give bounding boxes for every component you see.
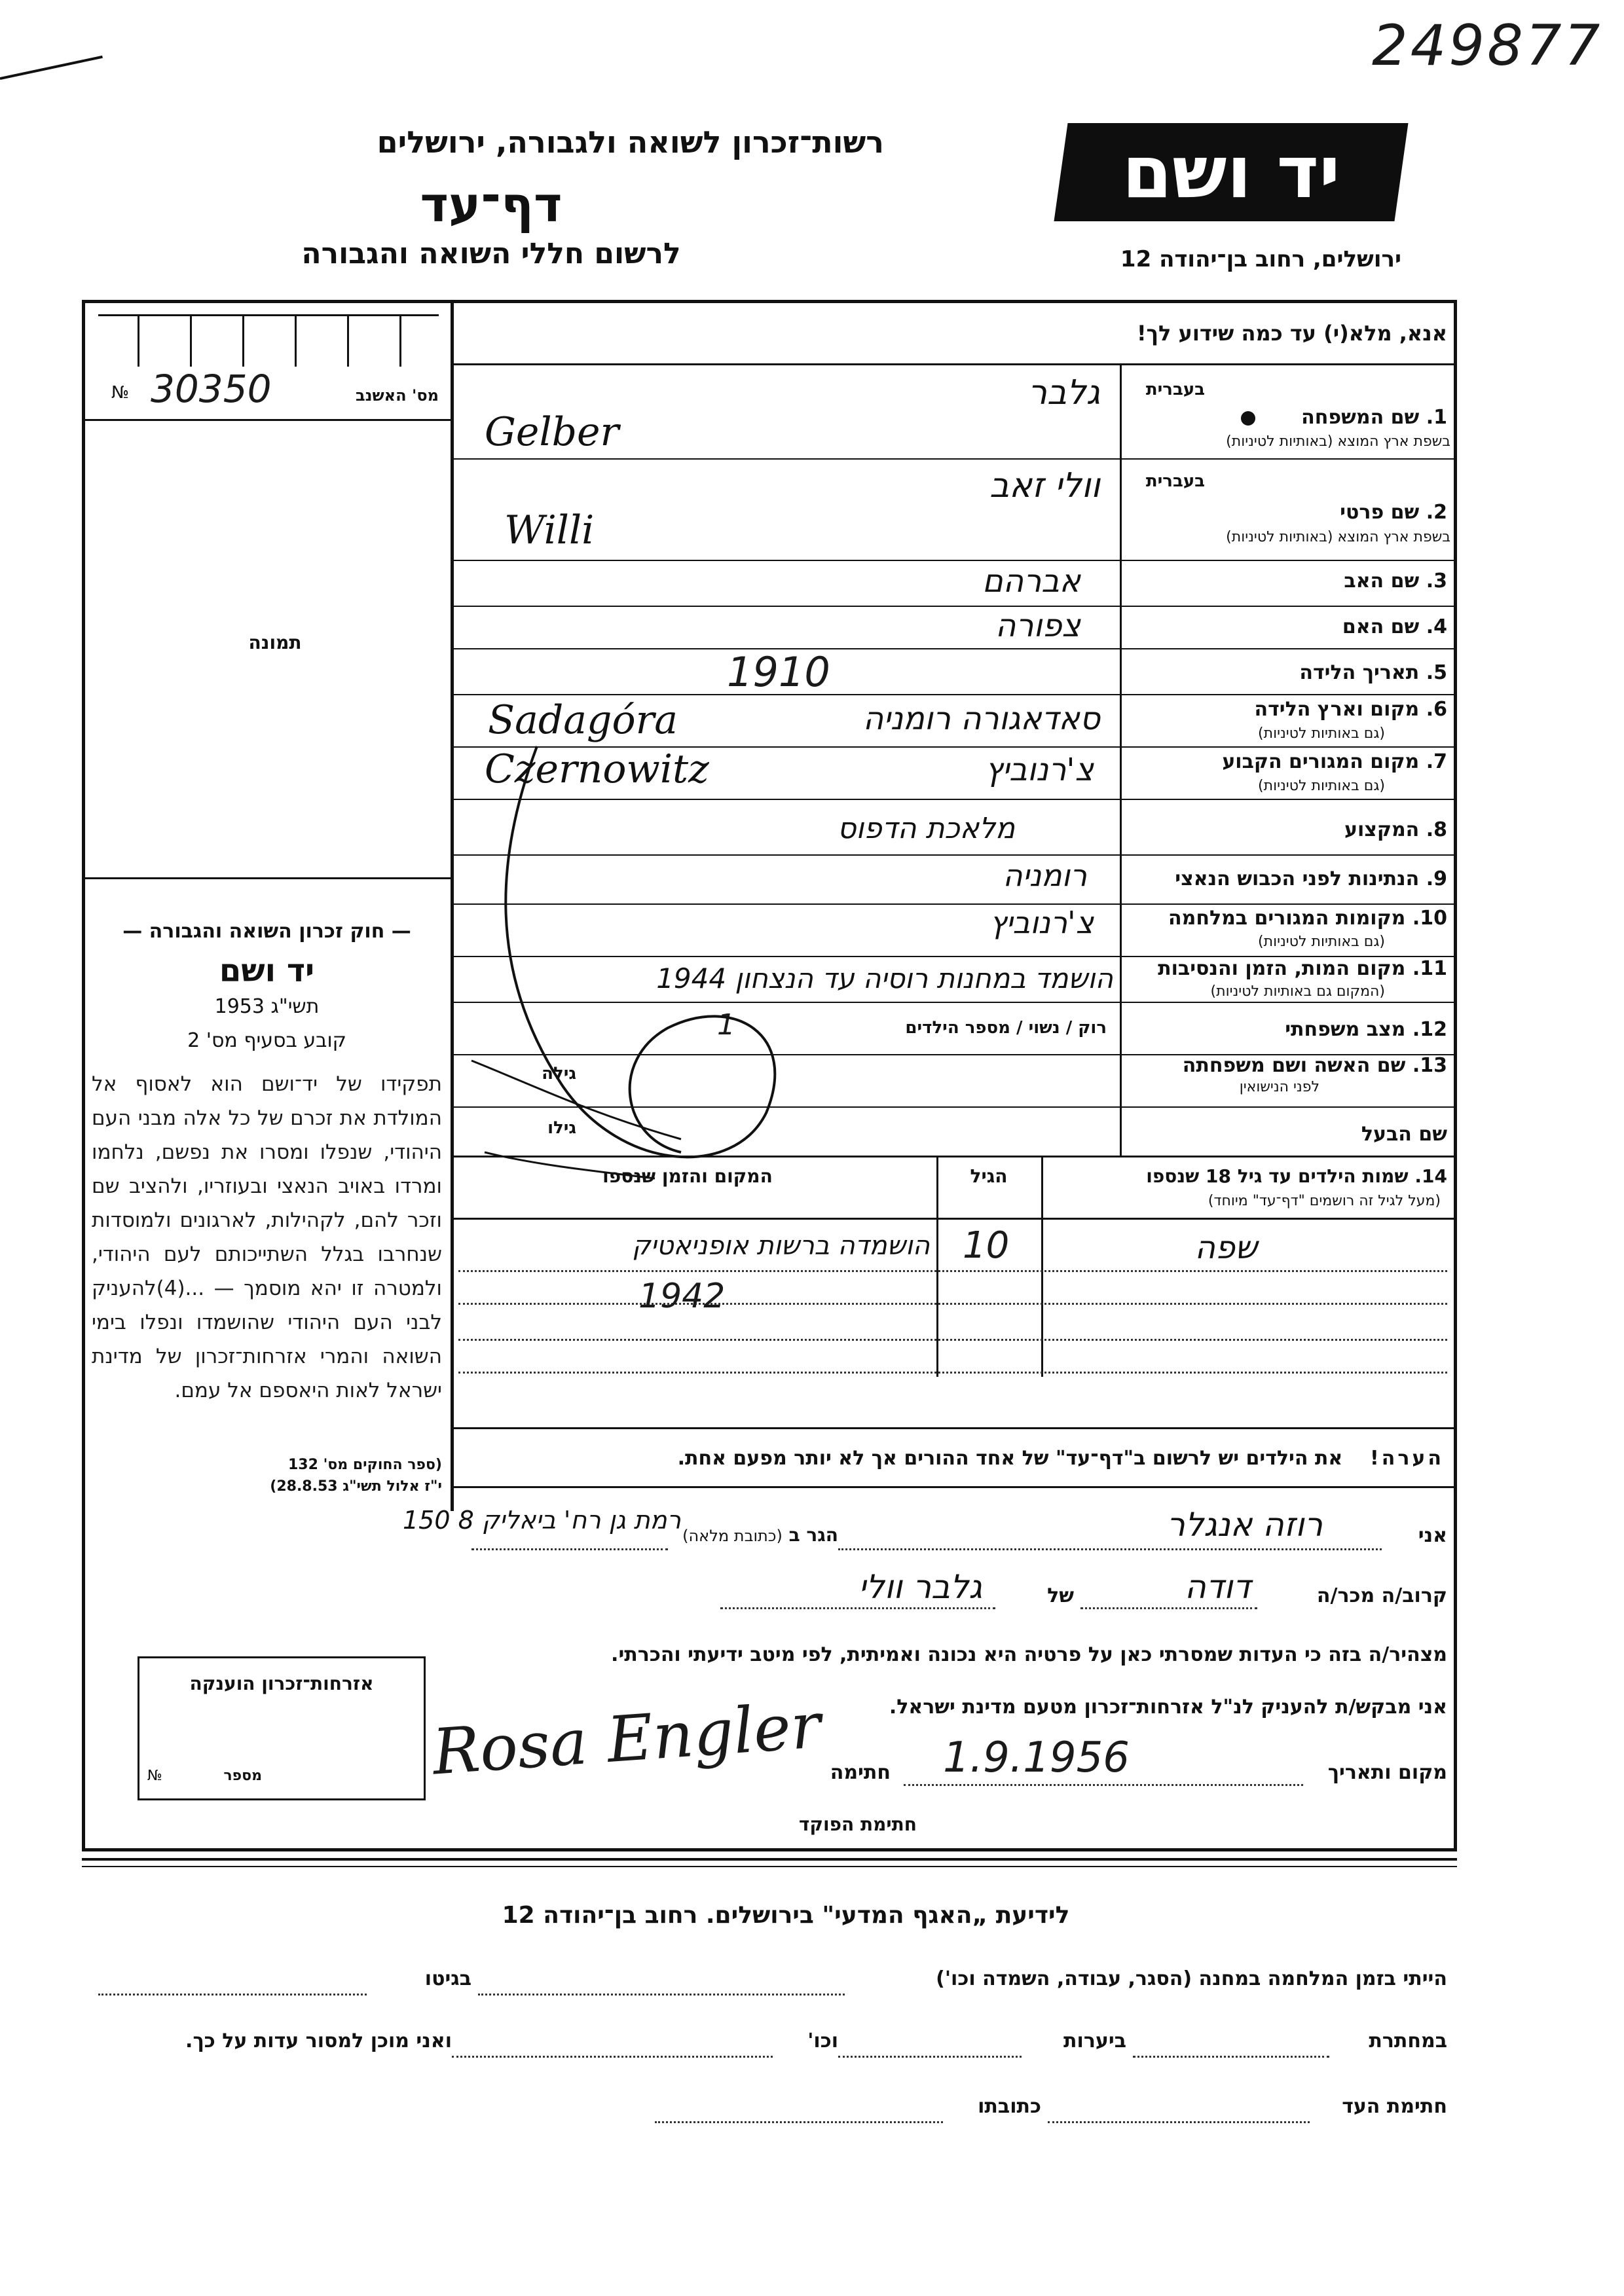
label-column-divider	[1120, 363, 1122, 1156]
field-8-label: 8. המקצוע	[1344, 818, 1447, 841]
signature-label: חתימה	[830, 1761, 891, 1784]
field-5-value: 1910	[727, 648, 830, 696]
field-5-label: 5. תאריך הלידה	[1299, 661, 1447, 684]
citizenship-box-title: אזרחות־זכרון הוענקה	[189, 1673, 374, 1694]
child-1-year: 1942	[638, 1277, 726, 1316]
field-1-heb-hint: בעברית	[1145, 380, 1205, 399]
children-label: 14. שמות הילדים עד גיל 18 שנספו	[1146, 1165, 1447, 1187]
field-13-sub: לפני הנישואין	[1239, 1079, 1320, 1095]
field-4-value: צפורה	[995, 608, 1080, 644]
children-sub: (מעל לגיל זה רושמים "דף־עד" מיוחד)	[1208, 1193, 1441, 1209]
law-ref2: י"ז אלול תשי"ג 28.8.53)	[270, 1478, 442, 1495]
law-name: יד ושם	[219, 953, 315, 989]
relation-of: גלבר וולי	[858, 1568, 982, 1606]
law-year-line	[88, 995, 445, 1018]
declaration: מצהיר/ה בזה כי העדות שמסרתי כאן על פרטיה היא נכונה ואמיתית, לפי מיטב ידיעתי והכרתי.	[611, 1643, 1447, 1666]
archive-number: 249877	[1372, 13, 1603, 79]
field-9-label: 9. הנתינות לפני הכבוש הנאצי	[1175, 867, 1447, 890]
child-1-place: הושמדה ברשות אופניאטיק	[632, 1231, 930, 1261]
date-value: 1.9.1956	[943, 1734, 1130, 1782]
field-11-value: הושמד במחנות רוסיה עד הנצחון 1944	[656, 962, 1113, 994]
relation-value: דודה	[1185, 1568, 1251, 1606]
law-year: 1953	[214, 995, 265, 1018]
children-age-header: הגיל	[970, 1165, 1008, 1187]
law-section: קובע בסעיף מס' 2	[187, 1029, 346, 1052]
children-place-header: המקום והזמן שנספו	[602, 1165, 773, 1187]
field-1-value-heb: גלבר	[1027, 373, 1100, 412]
address-header: ירושלים, רחוב בן־יהודה 12	[1120, 246, 1401, 272]
reg-number: 30350	[151, 367, 272, 411]
husband-label: שם הבעל	[1361, 1123, 1447, 1146]
reg-label: מס' האשנב	[355, 386, 439, 405]
field-11-label: 11. מקום המות, הזמן והנסיבות	[1158, 957, 1447, 980]
note-text: את הילדים יש לרשום ב"דף־עד" של אחד ההורים אך לא יותר מפעם אחת.	[677, 1447, 1343, 1470]
field-2-heb-hint: בעברית	[1145, 471, 1205, 491]
field-7-value-lat: Czernowitz	[485, 746, 709, 792]
field-12-label: 12. מצב משפחתי	[1285, 1018, 1447, 1041]
field-7-value-heb: צ'רנוביץ	[985, 752, 1094, 788]
instruction-divider	[454, 363, 1456, 365]
of-label: של	[1047, 1584, 1074, 1607]
footer-notice: לידיעת „האגף המדעי" בירושלים. רחוב בן־יהודה 12	[502, 1902, 1070, 1929]
field-7-sub: (גם באותיות לטיניות)	[1258, 778, 1385, 794]
field-6-value-heb: סאדאגורה רומניה	[862, 701, 1100, 737]
footer-line2-c: וכו'	[807, 2030, 838, 2052]
law-year-heb: תשי"ג	[270, 995, 320, 1018]
field-13-label: 13. שם האשה ושם משפחתה	[1182, 1054, 1447, 1077]
children-col-2	[936, 1157, 938, 1377]
footer-line3-a: חתימת העד	[1342, 2095, 1447, 2118]
children-col-1	[1041, 1157, 1043, 1377]
footer-line1-b: בגיטו	[424, 1967, 471, 1990]
citizenship-box-number: מספר	[223, 1768, 262, 1784]
left-column-divider	[451, 300, 454, 1511]
photo-divider	[85, 877, 452, 879]
field-3-value: אברהם	[982, 563, 1080, 600]
field-10-label: 10. מקומות המגורים במלחמה	[1168, 907, 1447, 930]
field-11-sub: (המקום גם באותיות לטיניות)	[1210, 983, 1385, 1000]
note	[458, 1447, 1444, 1470]
request: אני מבקש/ת להעניק לנ"ל אזרחות־זכרון מטעם מדינת ישראל.	[889, 1696, 1447, 1719]
field-1-sub: בשפת ארץ המוצא (באותיות לטיניות)	[1226, 433, 1450, 450]
resides-label: הגר ב (כתובת מלאה)	[682, 1524, 838, 1546]
handwritten-scribble	[458, 720, 917, 1192]
child-1-name: שפה	[1194, 1230, 1257, 1266]
signature: Rosa Engler	[430, 1688, 824, 1789]
declarant-address: רמת גן רח' ביאליק 8 150	[402, 1506, 681, 1535]
law-title: — חוק זכרון השואה והגבורה —	[122, 920, 411, 943]
official-signature-label: חתימת הפוקד	[798, 1813, 917, 1835]
field-9-value: רומניה	[1003, 858, 1087, 893]
field-12-value: 1	[717, 1008, 735, 1042]
citizenship-box-no: №	[147, 1768, 162, 1784]
declarant-i-label: אני	[1418, 1524, 1447, 1547]
note-divider	[454, 1486, 1456, 1488]
corner-scratch	[0, 56, 103, 80]
children-header-divider	[454, 1218, 1456, 1220]
photo-label: תמונה	[248, 632, 302, 653]
footer-line3-b: כתובתו	[978, 2095, 1041, 2118]
footer-divider-2	[82, 1866, 1457, 1867]
form-instruction: אנא, מלא(י) עד כמה שידוע לך!	[1136, 321, 1447, 346]
field-4-label: 4. שם האם	[1342, 615, 1447, 638]
form-subtitle: לרשום חללי השואה והגבורה	[301, 237, 681, 270]
field-6-sub: (גם באותיות לטיניות)	[1258, 725, 1385, 742]
form-title: דף־עד	[420, 177, 563, 233]
children-bottom	[454, 1427, 1456, 1429]
ink-dot	[1241, 411, 1255, 426]
field-6-value-lat: Sadagóra	[488, 697, 678, 743]
footer-line2-a: במחתרת	[1369, 2030, 1447, 2052]
yad-vashem-logo	[1054, 123, 1408, 221]
field-2-sub: בשפת ארץ המוצא (באותיות לטיניות)	[1226, 529, 1450, 545]
field-2-value-lat: Willi	[504, 507, 595, 553]
reg-divider	[85, 419, 452, 421]
authority-title: רשות־זכרון לשואה ולגבורה, ירושלים	[377, 124, 884, 160]
reg-no-prefix: №	[111, 383, 130, 403]
field-10-sub: (גם באותיות לטיניות)	[1258, 934, 1385, 950]
field-10-value: צ'רנוביץ	[989, 905, 1094, 940]
husband-age-label: גילו	[547, 1118, 576, 1138]
declarant-name: רוזה אנגלר	[1166, 1506, 1323, 1544]
field-13-age-label: גילה	[542, 1064, 576, 1084]
footer-line1-a: הייתי בזמן המלחמה במחנה (הסגר, עבודה, השמדה וכו')	[936, 1967, 1447, 1990]
relation-label: קרוב/ה מכר/ה	[1316, 1584, 1447, 1607]
footer-line2-b: ביערות	[1063, 2030, 1126, 2052]
field-2-label: 2. שם פרטי	[1340, 501, 1447, 524]
field-3-label: 3. שם האב	[1344, 570, 1447, 592]
field-12-inline: רוק / נשוי / מספר הילדים	[905, 1018, 1107, 1038]
law-text: תפקידו של יד־ושם הוא לאסוף אל המולדת את זכרם של כל אלה מבני העם היהודי, שנפלו ומסרו את נפשם, נלחמו ומרדו באויב הנאצי ובעוזריו, ולהציב שם וזכר להם, לקהילות, לארגונים ולמוסדות שנחרבו בגלל השתייכותם לעם היהודי, ולמטרה זו יהא מוסמך — ...(4)להעניק לבני העם היהודי שהושמדו ונפלו בימי השואה והמרי אזרחות־זכרון של מדינת ישראל לאות היאספם אל עמם.	[92, 1072, 442, 1402]
field-2-value-heb: וולי זאב	[989, 466, 1100, 505]
field-1-label: 1. שם המשפחה	[1301, 406, 1447, 429]
footer-divider-1	[82, 1858, 1457, 1861]
logo-text: יד ושם	[1122, 130, 1340, 214]
place-date-label: מקום ותאריך	[1327, 1761, 1447, 1784]
child-1-age: 10	[963, 1224, 1010, 1267]
field-8-value: מלאכת הדפוס	[837, 812, 1015, 845]
note-label: הערה!	[1370, 1447, 1444, 1470]
reg-boxes	[98, 314, 439, 367]
field-7-label: 7. מקום המגורים הקבוע	[1222, 750, 1447, 773]
law-ref: (ספר החוקים מס' 132	[287, 1457, 442, 1473]
field-1-value-lat: Gelber	[485, 409, 619, 455]
footer-line2-d: ואני מוכן למסור עדות על כך.	[185, 2030, 452, 2052]
field-6-label: 6. מקום וארץ הלידה	[1254, 698, 1447, 721]
